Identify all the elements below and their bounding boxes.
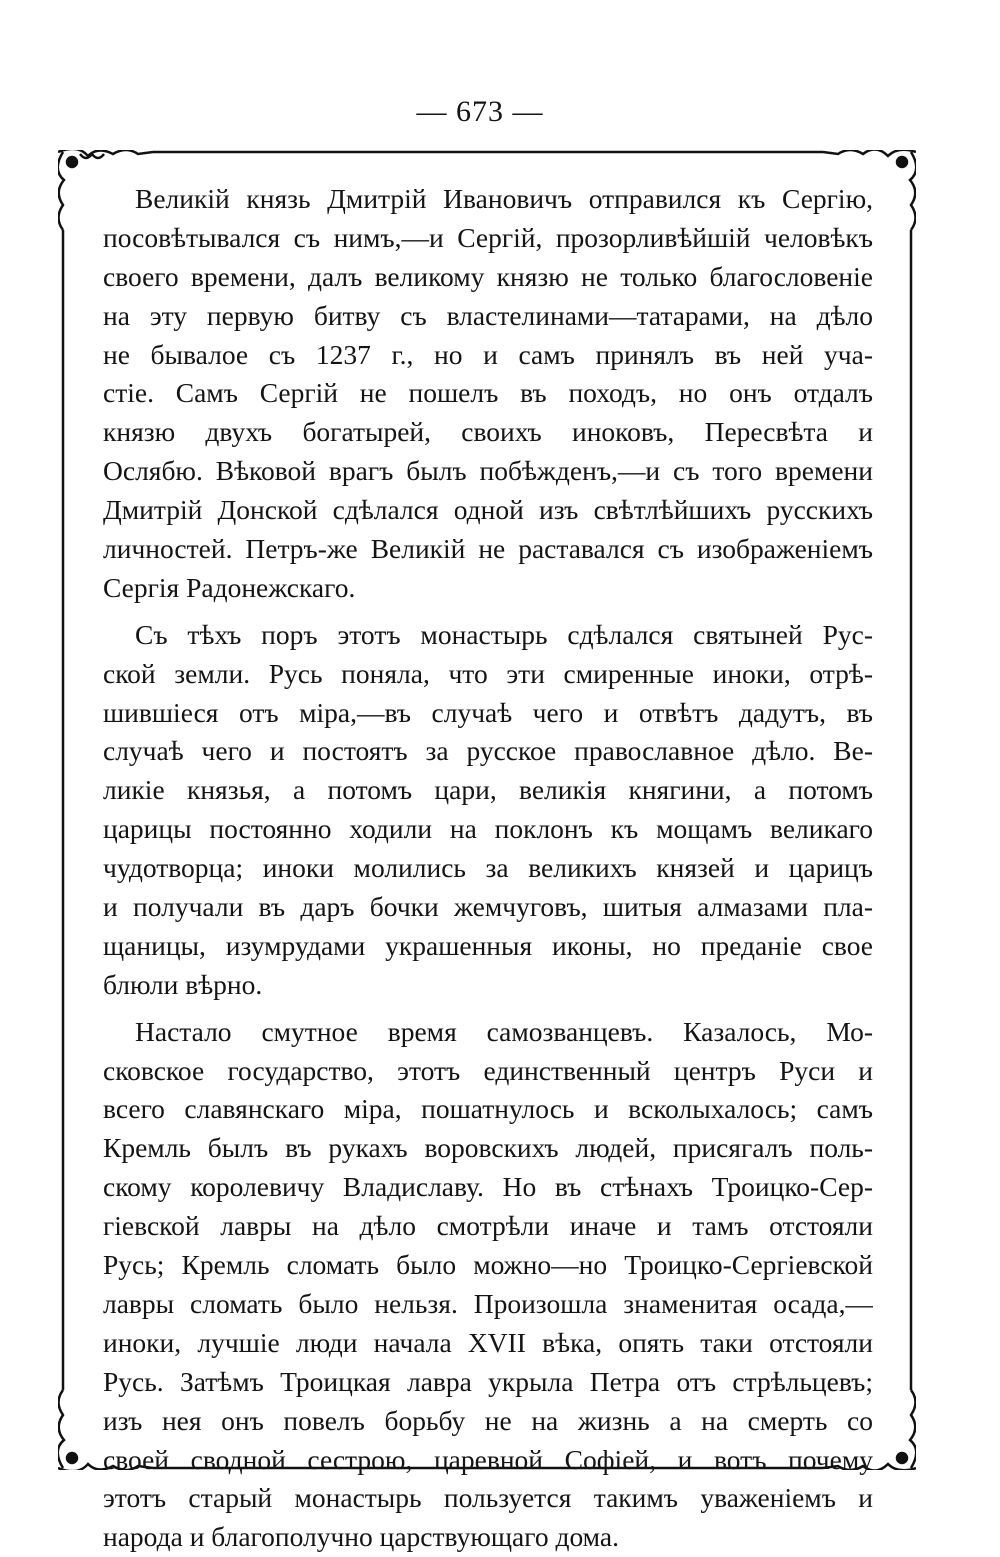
text-line: шившіеся отъ міра,—въ случаѣ чего и отвѣтъ дадутъ, въ [103, 696, 873, 728]
text-line: на эту первую битву съ властелинами—татарами, на дѣло [103, 299, 873, 331]
text-line: сковское государство, этотъ единственный центръ Руси и [103, 1054, 873, 1086]
paragraph-2 [103, 616, 873, 1005]
text-line: народа и благополучно царствующаго дома. [103, 1521, 619, 1553]
page-text [103, 180, 873, 1557]
text-line: князю двухъ богатырей, своихъ иноковъ, Пересвѣта и [103, 416, 873, 448]
text-line: лавры сломать было нельзя. Произошла знаменитая осада,— [103, 1287, 873, 1319]
text-line: Съ тѣхъ поръ этотъ монастырь сдѣлался святыней Рус- [135, 618, 873, 650]
text-line: гіевской лавры на дѣло смотрѣли иначе и тамъ отстояли [103, 1210, 873, 1242]
text-line: Великій князь Дмитрій Ивановичъ отправился къ Сергію, [135, 183, 873, 214]
text-line: и получали въ даръ бочки жемчуговъ, шитыя алмазами пла- [103, 891, 873, 923]
page-number: — 673 — [416, 95, 544, 128]
text-line: этотъ старый монастырь пользуется такимъ уваженіемъ и [103, 1482, 873, 1514]
text-line: стіе. Самъ Сергій не пошелъ въ походъ, но онъ отдалъ [103, 377, 873, 409]
text-line: скому королевичу Владиславу. Но въ стѣнахъ Троицко-Сер- [103, 1171, 873, 1203]
text-line: ской земли. Русь поняла, что эти смиренные иноки, отрѣ- [103, 657, 873, 689]
paragraph-3 [103, 1013, 873, 1557]
text-line: Русь; Кремль сломать было можно—но Троицко-Сергіевской [103, 1249, 873, 1281]
text-line: личностей. Петръ-же Великій не раставался съ изображеніемъ [103, 533, 873, 565]
text-line: Сергія Радонежскаго. [103, 571, 356, 603]
text-line: своей сводной сестрою, царевной Софіей, и вотъ почему [103, 1443, 873, 1475]
text-line: иноки, лучшіе люди начала XVII вѣка, опять таки отстояли [103, 1326, 873, 1358]
text-line: блюли вѣрно. [103, 968, 263, 1000]
text-line: своего времени, далъ великому князю не только благословеніе [103, 260, 873, 292]
text-line: Дмитрій Донской сдѣлался одной изъ свѣтлѣйшихъ русскихъ [103, 494, 873, 526]
text-line: царицы постоянно ходили на поклонъ къ мощамъ великаго [103, 813, 873, 845]
paragraph-1 [103, 180, 873, 608]
text-line: щаницы, изумрудами украшенныя иконы, но преданіе свое [103, 929, 873, 961]
text-line: изъ нея онъ повелъ борьбу не на жизнь а на смерть со [103, 1404, 873, 1436]
text-line: чудотворца; иноки молились за великихъ князей и царицъ [103, 852, 873, 884]
text-line: всего славянскаго міра, пошатнулось и всколыхалось; самъ [103, 1093, 873, 1125]
text-line: ликіе князья, а потомъ цари, великія княгини, а потомъ [103, 774, 873, 806]
text-line: посовѣтывался съ нимъ,—и Сергій, прозорливѣйшій человѣкъ [103, 221, 873, 253]
text-line: Кремль былъ въ рукахъ воровскихъ людей, присягалъ поль- [103, 1132, 873, 1164]
text-line: не бывалое съ 1237 г., но и самъ принялъ въ ней уча- [103, 338, 873, 370]
text-line: Русь. Затѣмъ Троицкая лавра укрыла Петра отъ стрѣльцевъ; [103, 1365, 873, 1397]
text-line: Ослябю. Вѣковой врагъ былъ побѣжденъ,—и съ того времени [103, 455, 873, 487]
text-line: случаѣ чего и постоятъ за русское православное дѣло. Ве- [103, 735, 873, 767]
text-line: Настало смутное время самозванцевъ. Казалось, Мо- [135, 1015, 873, 1047]
